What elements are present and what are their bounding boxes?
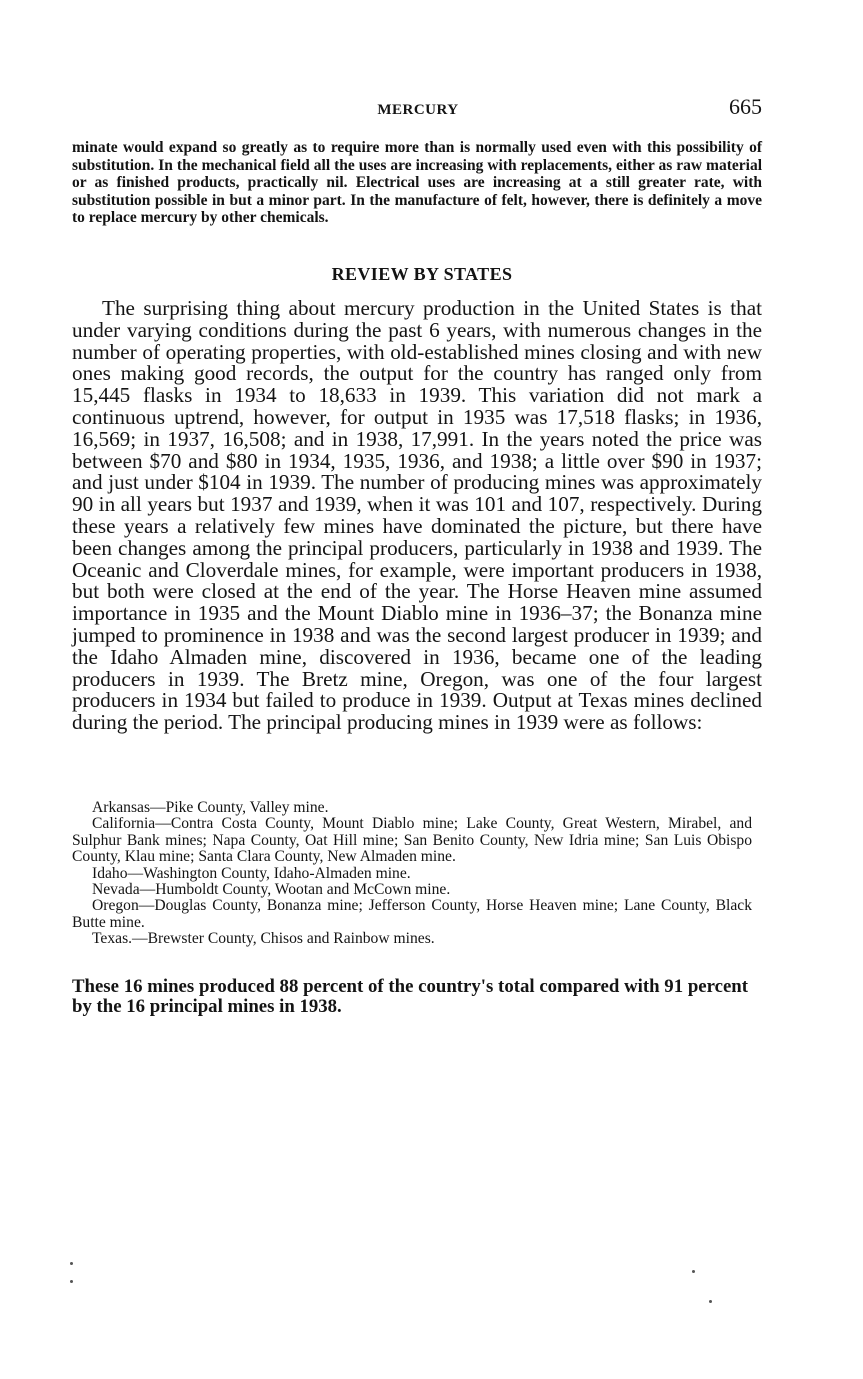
scan-speck (709, 1300, 712, 1303)
intro-paragraph: minate would expand so greatly as to require more than is normally used even with this possibility of substitution. In the mechanical field all the uses are increasing with replacements, either as raw material or as finished products, practically nil. Electrical uses are increasing at a still greater rate, with substitution possible in but a minor part. In the manufacture of felt, however, there is definitely a move to replace mercury by other chemicals. (72, 139, 762, 227)
page-number: 665 (729, 94, 762, 119)
list-item: Nevada—Humboldt County, Wootan and McCown mine. (92, 881, 451, 899)
scan-speck (70, 1262, 73, 1265)
list-item: Texas.—Brewster County, Chisos and Rainbow mines. (92, 930, 435, 948)
list-item: Oregon—Douglas County, Bonanza mine; Jefferson County, Horse Heaven mine; Lane County, Black Butte mine. (72, 897, 752, 931)
section-heading: REVIEW BY STATES (331, 264, 513, 284)
list-item: Arkansas—Pike County, Valley mine. (92, 799, 329, 816)
list-item: California—Contra Costa County, Mount Diablo mine; Lake County, Great Western, Mirabel, and Sulphur Bank mines; Napa County, Oat Hill mine; San Benito County, New Idria mine; San Luis Obispo County, Klau mine; Santa Clara County, New Almaden mine. (72, 815, 752, 866)
list-item: Idaho—Washington County, Idaho-Almaden mine. (92, 864, 411, 882)
running-head (72, 94, 764, 128)
scan-speck (692, 1270, 695, 1273)
principal-mines-list (72, 800, 752, 948)
closing-paragraph: These 16 mines produced 88 percent of the country's total compared with 91 percent by the 16 principal mines in 1938. (72, 976, 748, 1017)
running-title: MERCURY (377, 102, 459, 118)
main-paragraph: The surprising thing about mercury production in the United States is that under varying conditions during the past 6 years, with numerous changes in the number of operating properties, with old-established mines closing and with new ones making good records, the output for the country has ranged only from 15,445 flasks in 1934 to 18,633 in 1939. This variation did not mark a continuous uptrend, however, for output in 1935 was 17,518 flasks; in 1936, 16,569; in 1937, 16,508; and in 1938, 17,991. In the years noted the price was between $70 and $80 in 1934, 1935, 1936, and 1938; a little over $90 in 1937; and just under $104 in 1939. The number of producing mines was approximately 90 in all years but 1937 and 1939, when it was 101 and 107, respectively. During these years a relatively few mines have dominated the picture, but there have been changes among the principal producers, particularly in 1938 and 1939. The Oceanic and Cloverdale mines, for example, were important producers in 1938, but both were closed at the end of the year. The Horse Heaven mine assumed importance in 1935 and the Mount Diablo mine in 1936–37; the Bonanza mine jumped to prominence in 1938 and was the second largest producer in 1939; and the Idaho Almaden mine, discovered in 1936, became one of the leading producers in 1939. The Bretz mine, Oregon, was one of the four largest producers in 1934 but failed to produce in 1939. Output at Texas mines declined during the period. The principal producing mines in 1939 were as follows: (72, 296, 762, 735)
scan-speck (70, 1280, 73, 1283)
